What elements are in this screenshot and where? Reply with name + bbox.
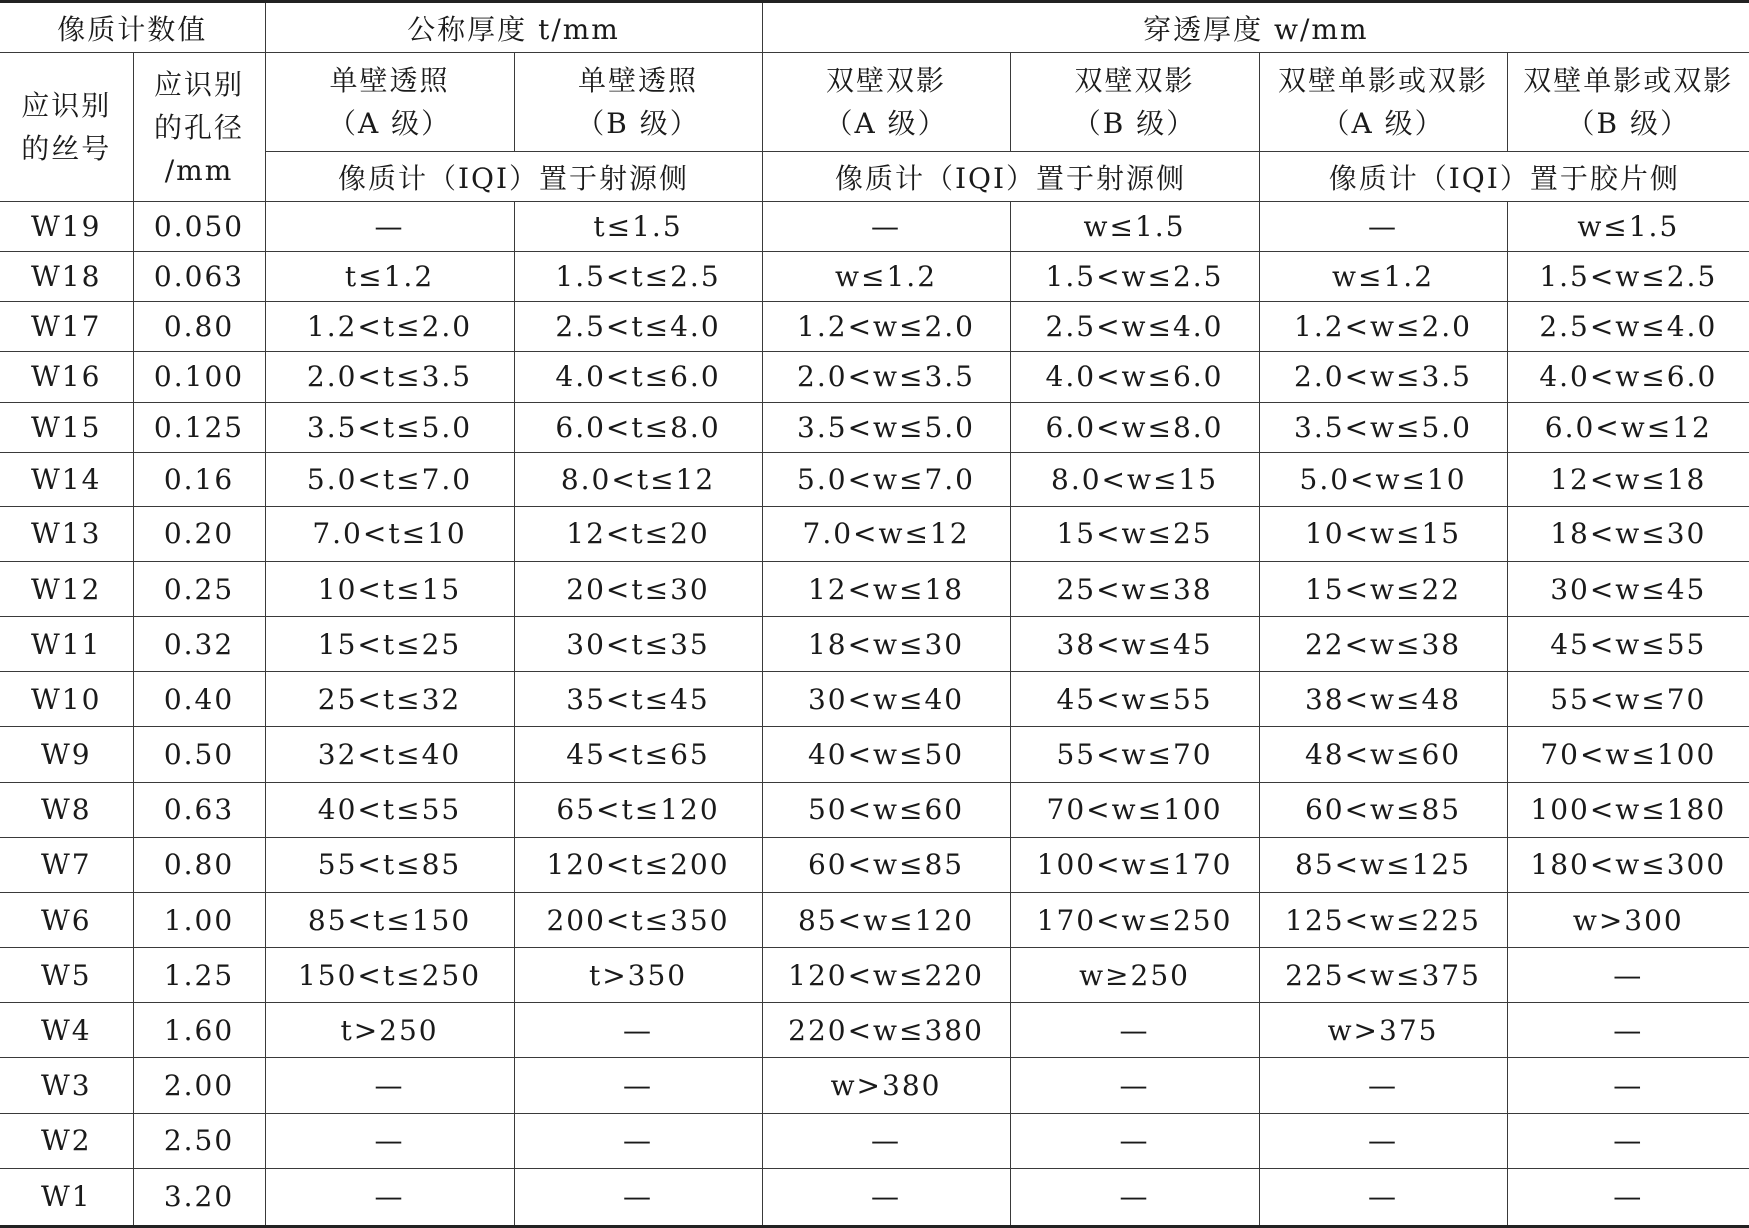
double-wall-double-image-b-cell: 70<w≤100 (1010, 782, 1259, 837)
table-row (0, 892, 1749, 947)
nominal-thickness-header: 公称厚度 t/mm (265, 2, 762, 53)
wire-number-cell: W4 (0, 1003, 133, 1058)
table-row (0, 672, 1749, 727)
table-row (0, 402, 1749, 452)
wire-number-cell: W8 (0, 782, 133, 837)
double-wall-double-image-a-line2: （A 级） (824, 107, 948, 140)
double-wall-double-image-a-cell: 50<w≤60 (762, 782, 1010, 837)
single-wall-b-cell: 200<t≤350 (514, 892, 762, 947)
hole-diameter-cell: 0.125 (133, 402, 265, 452)
double-wall-double-image-b-cell: 6.0<w≤8.0 (1010, 402, 1259, 452)
double-wall-double-image-b-cell: 170<w≤250 (1010, 892, 1259, 947)
double-wall-single-image-a-cell: 10<w≤15 (1259, 506, 1507, 561)
single-wall-a-cell: t>250 (265, 1003, 514, 1058)
double-wall-single-image-b-cell: 2.5<w≤4.0 (1507, 302, 1749, 352)
single-wall-b-cell: t>350 (514, 948, 762, 1003)
double-wall-double-image-a-cell: — (762, 1168, 1010, 1226)
iqi-source-side-header-1: 像质计（IQI）置于射源侧 (265, 152, 762, 202)
double-wall-single-image-a-cell: — (1259, 1058, 1507, 1113)
wire-number-header (0, 53, 133, 202)
double-wall-single-image-a-cell: 48<w≤60 (1259, 727, 1507, 782)
double-wall-single-image-b-cell: — (1507, 948, 1749, 1003)
double-wall-double-image-b-cell: — (1010, 1003, 1259, 1058)
hole-diameter-cell: 3.20 (133, 1168, 265, 1226)
double-wall-single-image-a-cell: — (1259, 1168, 1507, 1226)
hole-diameter-cell: 2.00 (133, 1058, 265, 1113)
hole-diameter-cell: 2.50 (133, 1113, 265, 1168)
double-wall-double-image-b-cell: 8.0<w≤15 (1010, 452, 1259, 506)
double-wall-single-image-a-line1: 双壁单影或双影 (1278, 64, 1489, 97)
double-wall-single-image-b-cell: 1.5<w≤2.5 (1507, 252, 1749, 302)
double-wall-double-image-b-cell: 4.0<w≤6.0 (1010, 352, 1259, 402)
double-wall-single-image-b-cell: 6.0<w≤12 (1507, 402, 1749, 452)
table-row (0, 562, 1749, 617)
single-wall-b-cell: 8.0<t≤12 (514, 452, 762, 506)
single-wall-a-cell: — (265, 1168, 514, 1226)
single-wall-b-header (514, 53, 762, 152)
single-wall-b-cell: 45<t≤65 (514, 727, 762, 782)
single-wall-a-cell: — (265, 1113, 514, 1168)
single-wall-a-cell: t≤1.2 (265, 252, 514, 302)
double-wall-double-image-b-cell: 55<w≤70 (1010, 727, 1259, 782)
single-wall-b-cell: 120<t≤200 (514, 837, 762, 892)
double-wall-double-image-a-cell: 2.0<w≤3.5 (762, 352, 1010, 402)
double-wall-single-image-a-header (1259, 53, 1507, 152)
double-wall-single-image-a-cell: 3.5<w≤5.0 (1259, 402, 1507, 452)
hole-diameter-cell: 0.100 (133, 352, 265, 402)
single-wall-b-cell: — (514, 1058, 762, 1113)
double-wall-single-image-b-cell: 45<w≤55 (1507, 617, 1749, 672)
single-wall-a-line1: 单壁透照 (329, 64, 450, 97)
single-wall-a-cell: 7.0<t≤10 (265, 506, 514, 561)
table-row (0, 1003, 1749, 1058)
double-wall-single-image-b-cell: 12<w≤18 (1507, 452, 1749, 506)
single-wall-a-line2: （A 级） (327, 107, 452, 140)
double-wall-double-image-a-header (762, 53, 1010, 152)
wire-number-cell: W9 (0, 727, 133, 782)
double-wall-double-image-a-cell: 5.0<w≤7.0 (762, 452, 1010, 506)
double-wall-single-image-b-cell: — (1507, 1058, 1749, 1113)
hole-diameter-cell: 0.063 (133, 252, 265, 302)
double-wall-single-image-b-cell: w≤1.5 (1507, 202, 1749, 252)
single-wall-b-cell: 6.0<t≤8.0 (514, 402, 762, 452)
double-wall-single-image-a-cell: — (1259, 202, 1507, 252)
double-wall-single-image-a-cell: 60<w≤85 (1259, 782, 1507, 837)
hole-diameter-cell: 1.00 (133, 892, 265, 947)
double-wall-single-image-a-cell: 85<w≤125 (1259, 837, 1507, 892)
table-body (0, 202, 1749, 1227)
table-row (0, 948, 1749, 1003)
single-wall-b-cell: 12<t≤20 (514, 506, 762, 561)
hole-diameter-cell: 0.80 (133, 302, 265, 352)
double-wall-double-image-b-cell: w≥250 (1010, 948, 1259, 1003)
table-row (0, 617, 1749, 672)
double-wall-double-image-b-header (1010, 53, 1259, 152)
single-wall-a-cell: 2.0<t≤3.5 (265, 352, 514, 402)
table-row (0, 202, 1749, 252)
single-wall-a-cell: 15<t≤25 (265, 617, 514, 672)
double-wall-double-image-a-cell: 30<w≤40 (762, 672, 1010, 727)
table-row (0, 452, 1749, 506)
double-wall-double-image-a-cell: w>380 (762, 1058, 1010, 1113)
double-wall-double-image-a-cell: w≤1.2 (762, 252, 1010, 302)
double-wall-single-image-a-cell: 38<w≤48 (1259, 672, 1507, 727)
double-wall-double-image-a-cell: 120<w≤220 (762, 948, 1010, 1003)
double-wall-double-image-a-line1: 双壁双影 (826, 64, 947, 97)
double-wall-double-image-a-cell: 7.0<w≤12 (762, 506, 1010, 561)
single-wall-b-cell: 20<t≤30 (514, 562, 762, 617)
single-wall-b-cell: 1.5<t≤2.5 (514, 252, 762, 302)
double-wall-double-image-a-cell: 40<w≤50 (762, 727, 1010, 782)
hole-diameter-cell: 0.50 (133, 727, 265, 782)
wire-number-header-line2: 的丝号 (21, 132, 112, 165)
double-wall-single-image-b-cell: 180<w≤300 (1507, 837, 1749, 892)
single-wall-b-cell: — (514, 1003, 762, 1058)
table-row (0, 727, 1749, 782)
wire-number-cell: W10 (0, 672, 133, 727)
double-wall-single-image-b-cell: 55<w≤70 (1507, 672, 1749, 727)
hole-diameter-cell: 1.25 (133, 948, 265, 1003)
double-wall-single-image-b-cell: 18<w≤30 (1507, 506, 1749, 561)
hole-diameter-header-line1: 应识别 (154, 67, 245, 101)
double-wall-single-image-a-cell: w>375 (1259, 1003, 1507, 1058)
single-wall-b-cell: — (514, 1113, 762, 1168)
double-wall-double-image-a-cell: 1.2<w≤2.0 (762, 302, 1010, 352)
double-wall-single-image-b-line1: 双壁单影或双影 (1523, 64, 1734, 97)
double-wall-single-image-b-cell: 30<w≤45 (1507, 562, 1749, 617)
single-wall-b-cell: 2.5<t≤4.0 (514, 302, 762, 352)
double-wall-single-image-b-cell: w>300 (1507, 892, 1749, 947)
double-wall-double-image-b-cell: — (1010, 1113, 1259, 1168)
single-wall-a-cell: — (265, 202, 514, 252)
table-row (0, 352, 1749, 402)
hole-diameter-cell: 0.63 (133, 782, 265, 837)
double-wall-double-image-a-cell: 220<w≤380 (762, 1003, 1010, 1058)
double-wall-double-image-b-cell: — (1010, 1058, 1259, 1113)
table-row (0, 1168, 1749, 1226)
double-wall-single-image-b-line2: （B 级） (1566, 107, 1691, 140)
single-wall-a-cell: 85<t≤150 (265, 892, 514, 947)
table-row (0, 1113, 1749, 1168)
hole-diameter-header (133, 53, 265, 202)
double-wall-double-image-b-cell: 1.5<w≤2.5 (1010, 252, 1259, 302)
double-wall-single-image-b-cell: 4.0<w≤6.0 (1507, 352, 1749, 402)
double-wall-double-image-a-cell: — (762, 1113, 1010, 1168)
table-row (0, 837, 1749, 892)
table-row (0, 506, 1749, 561)
double-wall-double-image-a-cell: 85<w≤120 (762, 892, 1010, 947)
hole-diameter-cell: 0.80 (133, 837, 265, 892)
single-wall-b-cell: 65<t≤120 (514, 782, 762, 837)
table-row (0, 252, 1749, 302)
hole-diameter-cell: 0.25 (133, 562, 265, 617)
iqi-source-side-header-2: 像质计（IQI）置于射源侧 (762, 152, 1259, 202)
double-wall-double-image-a-cell: 60<w≤85 (762, 837, 1010, 892)
single-wall-a-cell: 40<t≤55 (265, 782, 514, 837)
single-wall-a-cell: 5.0<t≤7.0 (265, 452, 514, 506)
double-wall-single-image-b-cell: 100<w≤180 (1507, 782, 1749, 837)
double-wall-single-image-a-cell: 5.0<w≤10 (1259, 452, 1507, 506)
hole-diameter-cell: 0.40 (133, 672, 265, 727)
double-wall-double-image-b-cell: 2.5<w≤4.0 (1010, 302, 1259, 352)
single-wall-b-cell: 4.0<t≤6.0 (514, 352, 762, 402)
double-wall-single-image-b-header (1507, 53, 1749, 152)
double-wall-double-image-a-cell: 3.5<w≤5.0 (762, 402, 1010, 452)
wire-number-cell: W17 (0, 302, 133, 352)
double-wall-single-image-a-cell: 15<w≤22 (1259, 562, 1507, 617)
wire-number-cell: W13 (0, 506, 133, 561)
single-wall-b-line1: 单壁透照 (578, 64, 699, 97)
single-wall-b-cell: t≤1.5 (514, 202, 762, 252)
double-wall-single-image-a-cell: w≤1.2 (1259, 252, 1507, 302)
double-wall-double-image-b-line1: 双壁双影 (1074, 64, 1195, 97)
wire-number-cell: W12 (0, 562, 133, 617)
single-wall-a-cell: — (265, 1058, 514, 1113)
wire-number-cell: W2 (0, 1113, 133, 1168)
double-wall-double-image-a-cell: — (762, 202, 1010, 252)
double-wall-double-image-b-cell: w≤1.5 (1010, 202, 1259, 252)
wire-number-cell: W14 (0, 452, 133, 506)
single-wall-b-cell: 30<t≤35 (514, 617, 762, 672)
table-row (0, 782, 1749, 837)
double-wall-single-image-b-cell: — (1507, 1168, 1749, 1226)
single-wall-a-cell: 55<t≤85 (265, 837, 514, 892)
double-wall-double-image-b-cell: 100<w≤170 (1010, 837, 1259, 892)
double-wall-single-image-b-cell: 70<w≤100 (1507, 727, 1749, 782)
wire-number-cell: W1 (0, 1168, 133, 1226)
wire-number-cell: W16 (0, 352, 133, 402)
single-wall-a-cell: 10<t≤15 (265, 562, 514, 617)
double-wall-single-image-b-cell: — (1507, 1003, 1749, 1058)
table-row (0, 1058, 1749, 1113)
double-wall-double-image-a-cell: 18<w≤30 (762, 617, 1010, 672)
double-wall-double-image-b-cell: 15<w≤25 (1010, 506, 1259, 561)
single-wall-a-cell: 3.5<t≤5.0 (265, 402, 514, 452)
wire-number-cell: W18 (0, 252, 133, 302)
wire-number-cell: W7 (0, 837, 133, 892)
single-wall-a-cell: 150<t≤250 (265, 948, 514, 1003)
double-wall-double-image-a-cell: 12<w≤18 (762, 562, 1010, 617)
single-wall-b-cell: 35<t≤45 (514, 672, 762, 727)
wire-number-cell: W11 (0, 617, 133, 672)
double-wall-single-image-a-cell: 1.2<w≤2.0 (1259, 302, 1507, 352)
hole-diameter-cell: 1.60 (133, 1003, 265, 1058)
hole-diameter-header-line3: /mm (164, 153, 234, 187)
double-wall-single-image-a-line2: （A 级） (1321, 107, 1445, 140)
double-wall-double-image-b-cell: 25<w≤38 (1010, 562, 1259, 617)
double-wall-double-image-b-cell: — (1010, 1168, 1259, 1226)
single-wall-a-header (265, 53, 514, 152)
penetrated-thickness-header: 穿透厚度 w/mm (762, 2, 1749, 53)
double-wall-single-image-a-cell: — (1259, 1113, 1507, 1168)
double-wall-single-image-a-cell: 22<w≤38 (1259, 617, 1507, 672)
double-wall-single-image-b-cell: — (1507, 1113, 1749, 1168)
wire-number-cell: W19 (0, 202, 133, 252)
double-wall-double-image-b-line2: （B 级） (1072, 107, 1197, 140)
wire-number-cell: W5 (0, 948, 133, 1003)
hole-diameter-cell: 0.32 (133, 617, 265, 672)
wire-number-cell: W6 (0, 892, 133, 947)
iqi-film-side-header: 像质计（IQI）置于胶片侧 (1259, 152, 1749, 202)
single-wall-b-cell: — (514, 1168, 762, 1226)
double-wall-double-image-b-cell: 38<w≤45 (1010, 617, 1259, 672)
double-wall-single-image-a-cell: 225<w≤375 (1259, 948, 1507, 1003)
double-wall-single-image-a-cell: 2.0<w≤3.5 (1259, 352, 1507, 402)
hole-diameter-header-line2: 的孔径 (154, 110, 245, 144)
hole-diameter-cell: 0.20 (133, 506, 265, 561)
wire-number-cell: W15 (0, 402, 133, 452)
single-wall-b-line2: （B 级） (576, 107, 700, 140)
wire-number-cell: W3 (0, 1058, 133, 1113)
single-wall-a-cell: 1.2<t≤2.0 (265, 302, 514, 352)
hole-diameter-cell: 0.050 (133, 202, 265, 252)
hole-diameter-cell: 0.16 (133, 452, 265, 506)
wire-number-header-line1: 应识别 (21, 89, 112, 122)
single-wall-a-cell: 32<t≤40 (265, 727, 514, 782)
double-wall-double-image-b-cell: 45<w≤55 (1010, 672, 1259, 727)
single-wall-a-cell: 25<t≤32 (265, 672, 514, 727)
table-row (0, 302, 1749, 352)
double-wall-single-image-a-cell: 125<w≤225 (1259, 892, 1507, 947)
iqi-value-header: 像质计数值 (0, 2, 265, 53)
